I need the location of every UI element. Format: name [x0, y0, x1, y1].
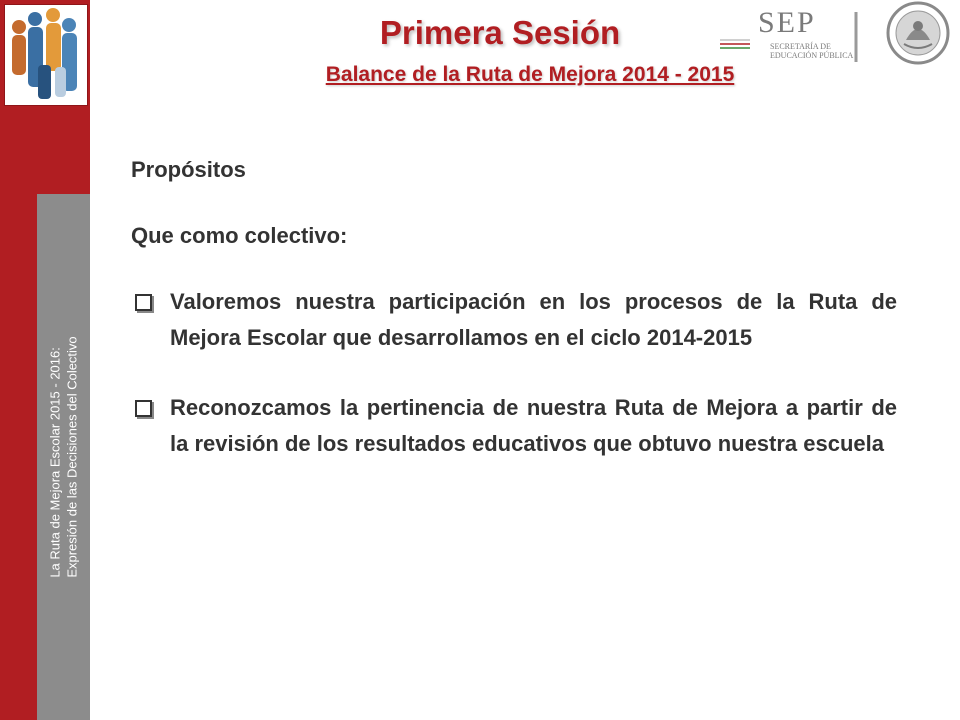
- list-item: [131, 390, 897, 462]
- sidebar-caption-line2: Expresión de las Decisiones del Colectivo: [64, 336, 80, 578]
- sidebar-caption: [37, 194, 90, 720]
- sep-subtitle-line2: EDUCACIÓN PÚBLICA: [770, 51, 854, 60]
- people-group-logo-icon: [4, 4, 88, 106]
- list-item-text: Valoremos nuestra participación en los procesos de la Ruta de Mejora Escolar que desarrollamos en el ciclo 2014-2015: [170, 289, 897, 350]
- checkbox-bullet-icon: [135, 294, 152, 311]
- sidebar-caption-line1: La Ruta de Mejora Escolar 2015 - 2016:: [47, 347, 63, 578]
- checkbox-bullet-icon: [135, 400, 152, 417]
- section-heading: Propósitos: [131, 157, 246, 182]
- page-title: Primera Sesión: [379, 14, 621, 51]
- sep-subtitle-line1: SECRETARÍA DE: [770, 42, 831, 51]
- list-item: [131, 284, 897, 356]
- sep-subtitle: [770, 42, 853, 60]
- sep-name: SEP: [758, 6, 816, 39]
- main-content: [131, 152, 897, 496]
- page-subtitle: Balance de la Ruta de Mejora 2014 - 2015: [325, 63, 735, 86]
- intro-text: Que como colectivo:: [131, 223, 348, 248]
- mexico-coat-of-arms-icon: [878, 0, 958, 66]
- list-item-text: Reconozcamos la pertinencia de nuestra Ruta de Mejora a partir de la revisión de los resultados educativos que obtuvo nuestra escuela: [170, 395, 897, 456]
